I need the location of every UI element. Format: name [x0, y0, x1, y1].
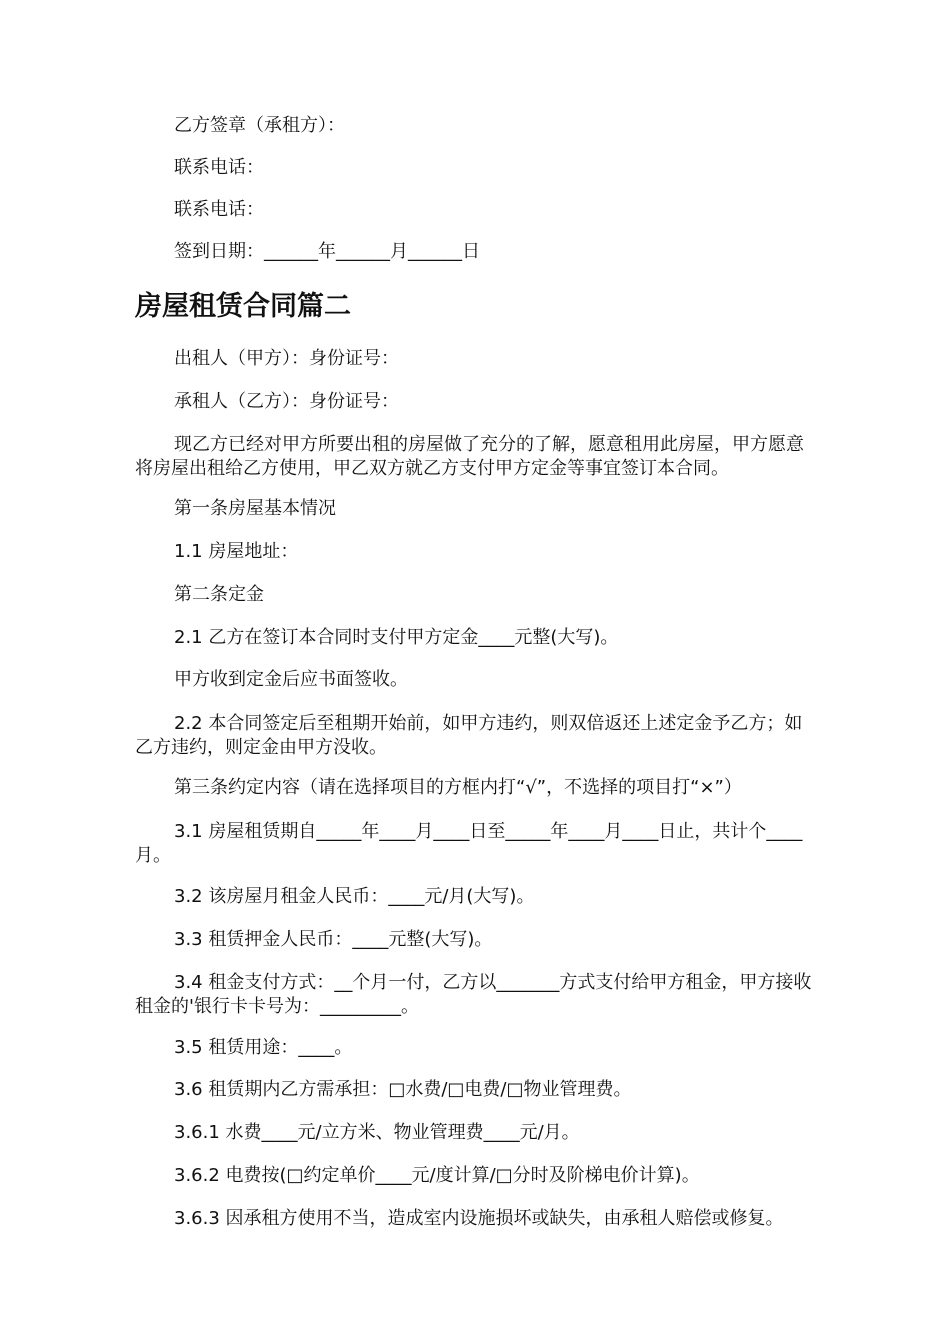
clause-2-1: 2.1 乙方在签订本合同时支付甲方定金____元整(大写)。 [174, 627, 619, 648]
sign-date-line: 签到日期：______年______月______日 [174, 241, 480, 262]
article-2-title: 第二条定金 [174, 584, 264, 605]
clause-3-6-1: 3.6.1 水费____元/立方米、物业管理费____元/月。 [174, 1122, 580, 1143]
clause-3-4: 3.4 租金支付方式：__个月一付，乙方以_______方式支付给甲方租金，甲方接收租金的'银行卡卡号为：_________。 [135, 972, 812, 1017]
lessee-line: 承租人（乙方）：身份证号： [174, 391, 399, 412]
deposit-receipt-line: 甲方收到定金后应书面签收。 [174, 669, 408, 690]
article-3-title: 第三条约定内容（请在选择项目的方框内打“√”，不选择的项目打“×”） [174, 777, 742, 798]
intro-paragraph: 现乙方已经对甲方所要出租的房屋做了充分的了解，愿意租用此房屋，甲方愿意将房屋出租给乙方使用，甲乙双方就乙方支付甲方定金等事宜签订本合同。 [135, 434, 804, 479]
clause-3-5: 3.5 租赁用途：____。 [174, 1037, 353, 1058]
clause-3-6-3: 3.6.3 因承租方使用不当，造成室内设施损坏或缺失，由承租人赔偿或修复。 [174, 1208, 784, 1229]
clause-3-6-2: 3.6.2 电费按(□约定单价____元/度计算/□分时及阶梯电价计算)。 [174, 1165, 700, 1186]
clause-3-1: 3.1 房屋租赁期自_____年____月____日至_____年____月____日止，共计个____月。 [135, 821, 803, 866]
lessor-line: 出租人（甲方）：身份证号： [174, 348, 399, 369]
clause-3-3: 3.3 租赁押金人民币：____元整(大写)。 [174, 929, 493, 950]
clause-3-6: 3.6 租赁期内乙方需承担：□水费/□电费/□物业管理费。 [174, 1079, 632, 1100]
clause-2-2: 2.2 本合同签定后至租期开始前，如甲方违约，则双倍返还上述定金予乙方；如乙方违约，则定金由甲方没收。 [135, 713, 803, 758]
contact-phone-line: 联系电话： [174, 157, 264, 178]
article-1-title: 第一条房屋基本情况 [174, 498, 336, 519]
contact-phone-line: 联系电话： [174, 199, 264, 220]
clause-3-2: 3.2 该房屋月租金人民币：____元/月(大写)。 [174, 886, 535, 907]
lessee-signature-line: 乙方签章（承租方）： [174, 115, 345, 136]
clause-1-1: 1.1 房屋地址： [174, 541, 299, 562]
section-heading: 房屋租赁合同篇二 [135, 291, 351, 322]
